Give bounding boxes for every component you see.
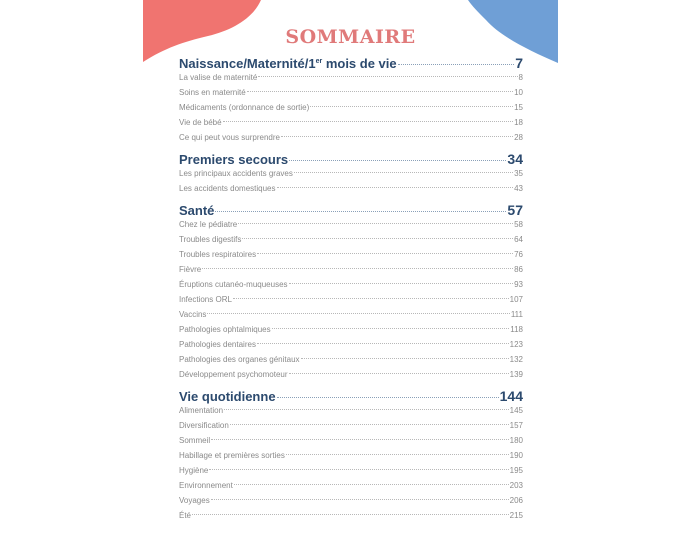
toc-entry[interactable] xyxy=(179,220,523,235)
toc-page-number: 111 xyxy=(510,310,523,319)
dot-leader xyxy=(289,373,509,374)
page-title: SOMMAIRE xyxy=(285,26,416,48)
toc-entry[interactable] xyxy=(179,265,523,280)
toc-entry[interactable] xyxy=(179,280,523,295)
toc-page-number: 206 xyxy=(509,496,523,505)
dot-leader xyxy=(230,424,509,425)
toc-page-number: 203 xyxy=(509,481,523,490)
toc-entry[interactable] xyxy=(179,103,523,118)
toc-entry-label: Pathologies des organes génitaux xyxy=(179,355,300,364)
toc-page-number: 132 xyxy=(509,355,523,364)
toc-page-number: 76 xyxy=(514,250,523,259)
toc-page-number: 144 xyxy=(499,388,523,404)
dot-leader xyxy=(211,439,509,440)
toc-entry-label: Hygiène xyxy=(179,466,209,475)
toc-section-label: Premiers secours xyxy=(179,152,289,167)
toc-entry-label: Soins en maternité xyxy=(179,88,246,97)
toc-entry[interactable] xyxy=(179,370,523,385)
toc-page-number: 145 xyxy=(509,406,523,415)
toc-page-number: 190 xyxy=(509,451,523,460)
table-of-contents xyxy=(179,52,523,526)
dot-leader xyxy=(233,298,509,299)
toc-page-number: 28 xyxy=(514,133,523,142)
toc-page-number: 18 xyxy=(514,118,523,127)
dot-leader xyxy=(257,343,509,344)
toc-page-number: 139 xyxy=(509,370,523,379)
toc-section[interactable] xyxy=(179,151,523,169)
toc-page-number: 157 xyxy=(509,421,523,430)
toc-entry[interactable] xyxy=(179,436,523,451)
toc-entry-label: Diversification xyxy=(179,421,229,430)
toc-entry-label: Vie de bébé xyxy=(179,118,222,127)
dot-leader xyxy=(258,76,517,77)
toc-entry-label: Habillage et premières sorties xyxy=(179,451,285,460)
toc-entry-label: La valise de maternité xyxy=(179,73,258,82)
toc-entry-label: Médicaments (ordonnance de sortie) xyxy=(179,103,310,112)
toc-page-number: 93 xyxy=(514,280,523,289)
toc-entry[interactable] xyxy=(179,466,523,481)
toc-page-number: 35 xyxy=(514,169,523,178)
dot-leader xyxy=(242,238,513,239)
toc-entry-label: Chez le pédiatre xyxy=(179,220,238,229)
toc-page-number: 118 xyxy=(510,325,523,334)
dot-leader xyxy=(215,211,506,212)
toc-page-number: 57 xyxy=(507,202,523,218)
dot-leader xyxy=(234,484,509,485)
toc-section[interactable] xyxy=(179,55,523,73)
toc-page-number: 180 xyxy=(509,436,523,445)
dot-leader xyxy=(289,283,514,284)
toc-entry-label: Vaccins xyxy=(179,310,207,319)
toc-entry[interactable] xyxy=(179,406,523,421)
toc-entry-label: Ce qui peut vous surprendre xyxy=(179,133,280,142)
toc-entry-label: Voyages xyxy=(179,496,210,505)
dot-leader xyxy=(294,172,513,173)
dot-leader xyxy=(223,121,514,122)
toc-page-number: 107 xyxy=(509,295,523,304)
toc-page-number: 43 xyxy=(514,184,523,193)
toc-entry[interactable] xyxy=(179,325,523,340)
toc-page-number: 215 xyxy=(509,511,523,520)
toc-entry[interactable] xyxy=(179,118,523,133)
dot-leader xyxy=(202,268,513,269)
toc-entry-label: Environnement xyxy=(179,481,233,490)
toc-entry-label: Pathologies dentaires xyxy=(179,340,256,349)
dot-leader xyxy=(238,223,513,224)
dot-leader xyxy=(277,397,499,398)
toc-section[interactable] xyxy=(179,388,523,406)
dot-leader xyxy=(286,454,509,455)
toc-entry[interactable] xyxy=(179,451,523,466)
toc-entry-label: Sommeil xyxy=(179,436,211,445)
toc-page-number: 15 xyxy=(514,103,523,112)
toc-entry[interactable] xyxy=(179,235,523,250)
toc-entry[interactable] xyxy=(179,250,523,265)
toc-entry[interactable] xyxy=(179,310,523,325)
dot-leader xyxy=(207,313,509,314)
dot-leader xyxy=(301,358,509,359)
dot-leader xyxy=(247,91,513,92)
dot-leader xyxy=(398,64,515,65)
dot-leader xyxy=(224,409,509,410)
toc-entry[interactable] xyxy=(179,511,523,526)
toc-entry[interactable] xyxy=(179,481,523,496)
toc-section-label: Naissance/Maternité/1er mois de vie xyxy=(179,56,397,71)
toc-entry-label: Troubles respiratoires xyxy=(179,250,257,259)
toc-entry-label: Fièvre xyxy=(179,265,202,274)
toc-section-label: Vie quotidienne xyxy=(179,389,276,404)
toc-page-number: 86 xyxy=(514,265,523,274)
toc-entry-label: Alimentation xyxy=(179,406,224,415)
toc-page-number: 7 xyxy=(515,55,523,71)
toc-entry-label: Éruptions cutanéo-muqueuses xyxy=(179,280,288,289)
toc-page-number: 195 xyxy=(509,466,523,475)
toc-page-number: 34 xyxy=(507,151,523,167)
toc-page-number: 8 xyxy=(518,73,523,82)
dot-leader xyxy=(257,253,513,254)
toc-entry[interactable] xyxy=(179,133,523,148)
toc-entry[interactable] xyxy=(179,355,523,370)
dot-leader xyxy=(289,160,506,161)
toc-entry-label: Les principaux accidents graves xyxy=(179,169,293,178)
toc-page-number: 10 xyxy=(514,88,523,97)
dot-leader xyxy=(192,514,509,515)
toc-entry-label: Été xyxy=(179,511,192,520)
toc-entry[interactable] xyxy=(179,88,523,103)
toc-entry[interactable] xyxy=(179,184,523,199)
toc-entry-label: Infections ORL xyxy=(179,295,232,304)
dot-leader xyxy=(281,136,513,137)
toc-entry-label: Troubles digestifs xyxy=(179,235,242,244)
toc-page-number: 64 xyxy=(514,235,523,244)
document-page xyxy=(143,0,558,550)
toc-entry[interactable] xyxy=(179,169,523,184)
toc-section-label: Santé xyxy=(179,203,215,218)
dot-leader xyxy=(310,106,513,107)
toc-entry-label: Pathologies ophtalmiques xyxy=(179,325,271,334)
toc-entry-label: Les accidents domestiques xyxy=(179,184,276,193)
dot-leader xyxy=(272,328,510,329)
dot-leader xyxy=(277,187,514,188)
toc-page-number: 123 xyxy=(509,340,523,349)
toc-entry[interactable] xyxy=(179,73,523,88)
toc-section[interactable] xyxy=(179,202,523,220)
toc-entry[interactable] xyxy=(179,340,523,355)
toc-entry[interactable] xyxy=(179,295,523,310)
toc-page-number: 58 xyxy=(514,220,523,229)
dot-leader xyxy=(209,469,508,470)
toc-entry-label: Développement psychomoteur xyxy=(179,370,288,379)
toc-entry[interactable] xyxy=(179,496,523,511)
dot-leader xyxy=(211,499,509,500)
toc-entry[interactable] xyxy=(179,421,523,436)
